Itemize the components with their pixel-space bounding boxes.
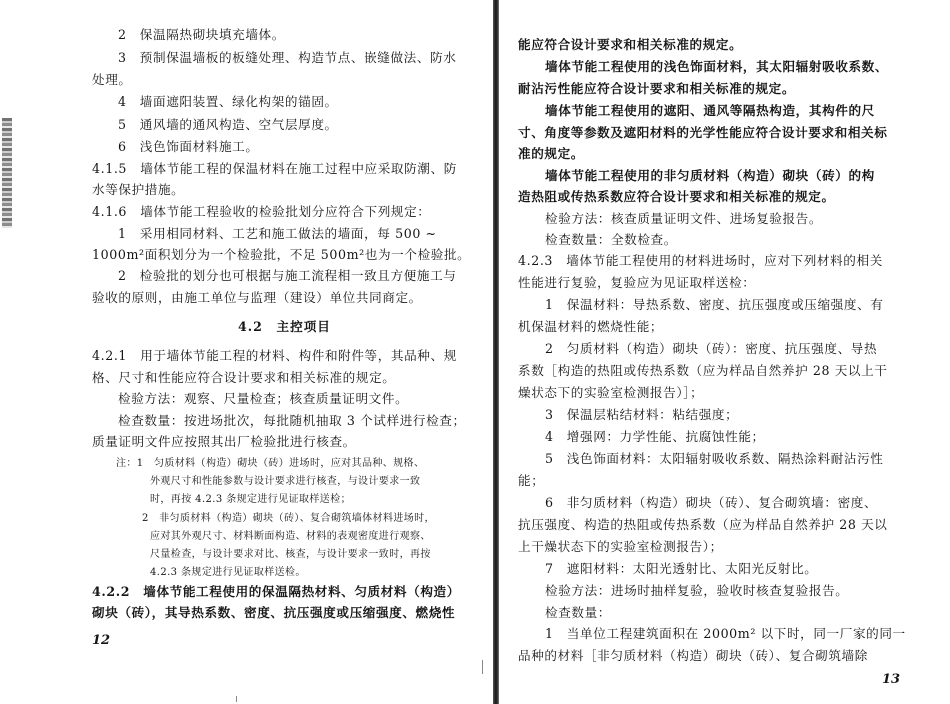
note-line: 注：1 匀质材料（构造）砌块（砖）进场时，应对其品种、规格、 xyxy=(116,458,425,469)
text-line: 检查数量： xyxy=(545,605,611,620)
text-line: 质量证明文件应按照其出厂检验批进行核查。 xyxy=(92,434,356,449)
text-line: 性能进行复验，复验应为见证取样送检： xyxy=(518,275,756,290)
text-line: 检查数量：按进场批次，每批随机抽取 3 个试样进行检查； xyxy=(118,413,466,428)
text-line: 3 保温层粘结材料：粘结强度； xyxy=(545,407,739,422)
note-line: 外观尺寸和性能参数与设计要求进行核查，与设计要求一致 xyxy=(150,476,421,487)
book-spine xyxy=(493,0,499,704)
scan-edge-mark xyxy=(2,118,12,228)
text-line: 验收的原则，由施工单位与监理（建设）单位共同商定。 xyxy=(92,290,422,305)
text-line: 造热阻或传热系数应符合设计要求和相关标准的规定。 xyxy=(518,189,835,204)
text-line: 4 增强网：力学性能、抗腐蚀性能； xyxy=(545,429,765,444)
note-line: 4.2.3 条规定进行见证取样送检。 xyxy=(150,567,306,578)
note-line: 应对其外观尺寸、材料断面构造、材料的表观密度进行观察、 xyxy=(150,531,431,542)
clause-4-1-6: 4.1.6 墙体节能工程验收的检验批划分应符合下列规定： xyxy=(92,204,431,219)
text-line: 能； xyxy=(518,473,545,488)
text-line: 检查数量：全数检查。 xyxy=(545,232,677,247)
scan-tick xyxy=(482,660,483,674)
text-line: 1 当单位工程建筑面积在 2000m² 以下时，同一厂家的同一 xyxy=(545,626,906,641)
text-line: 上干燥状态下的实验室检测报告）； xyxy=(518,539,723,554)
text-line: 5 浅色饰面材料：太阳辐射吸收系数、隔热涂料耐沾污性 xyxy=(545,451,884,466)
text-line: 4 墙面遮阳装置、绿化构架的锚固。 xyxy=(118,94,338,109)
text-line: 砌块（砖），其导热系数、密度、抗压强度或压缩强度、燃烧性 xyxy=(92,605,456,620)
text-line: 2 匀质材料（构造）砌块（砖）：密度、抗压强度、导热 xyxy=(545,341,878,356)
note-line: 2 非匀质材料（构造）砌块（砖）、复合砌筑墙体材料进场时， xyxy=(142,513,435,524)
clause-4-2-2: 4.2.2 墙体节能工程使用的保温隔热材料、匀质材料（构造） xyxy=(92,584,460,599)
right-page xyxy=(500,0,950,704)
text-line: 6 浅色饰面材料施工。 xyxy=(118,139,259,154)
text-line: 水等保护措施。 xyxy=(92,182,185,197)
text-line: 1 保温材料：导热系数、密度、抗压强度或压缩强度、有 xyxy=(545,297,884,312)
text-line: 墙体节能工程使用的遮阳、通风等隔热构造，其构件的尺 xyxy=(545,103,875,118)
text-line: 准的规定。 xyxy=(518,146,584,161)
page-number: 12 xyxy=(92,633,111,648)
clause-4-1-5: 4.1.5 墙体节能工程的保温材料在施工过程中应采取防潮、防 xyxy=(92,161,457,176)
section-heading: 4.2 主控项目 xyxy=(238,319,331,334)
text-line: 检验方法：进场时抽样复验，验收时核查复验报告。 xyxy=(545,583,849,598)
text-line: 墙体节能工程使用的非匀质材料（构造）砌块（砖）的构 xyxy=(545,168,875,183)
text-line: 燥状态下的实验室检测报告）］； xyxy=(518,385,704,400)
page-number: 13 xyxy=(882,672,901,687)
text-line: 墙体节能工程使用的浅色饰面材料，其太阳辐射吸收系数、 xyxy=(545,59,889,74)
text-line: 能应符合设计要求和相关标准的规定。 xyxy=(518,37,743,52)
text-line: 格、尺寸和性能应符合设计要求和相关标准的规定。 xyxy=(92,370,396,385)
text-line: 抗压强度、构造的热阻或传热系数（应为样品自然养护 28 天以 xyxy=(518,517,888,532)
clause-4-2-3: 4.2.3 墙体节能工程使用的材料进场时，应对下列材料的相关 xyxy=(518,253,883,268)
text-line: 处理。 xyxy=(92,72,132,87)
note-line: 时，再按 4.2.3 条规定进行见证取样送检； xyxy=(150,494,352,505)
text-line: 3 预制保温墙板的板缝处理、构造节点、嵌缝做法、防水 xyxy=(118,50,457,65)
scan-tick xyxy=(236,696,237,702)
clause-4-2-1: 4.2.1 用于墙体节能工程的材料、构件和附件等，其品种、规 xyxy=(92,348,457,363)
text-line: 7 遮阳材料：太阳光透射比、太阳光反射比。 xyxy=(545,561,818,576)
text-line: 耐沾污性能应符合设计要求和相关标准的规定。 xyxy=(518,81,796,96)
text-line: 品种的材料［非匀质材料（构造）砌块（砖）、复合砌筑墙除 xyxy=(518,648,868,663)
text-line: 1 采用相同材料、工艺和施工做法的墙面，每 500 ~ xyxy=(118,226,437,241)
text-line: 系数［构造的热阻或传热系数（应为样品自然养护 28 天以上干 xyxy=(518,363,888,378)
text-line: 寸、角度等参数及遮阳材料的光学性能应符合设计要求和相关标 xyxy=(518,125,888,140)
text-line: 1000m²面积划分为一个检验批，不足 500m²也为一个检验批。 xyxy=(92,247,471,262)
text-line: 检验方法：观察、尺量检查；核查质量证明文件。 xyxy=(118,391,409,406)
text-line: 5 通风墙的通风构造、空气层厚度。 xyxy=(118,117,338,132)
text-line: 6 非匀质材料（构造）砌块（砖）、复合砌筑墙：密度、 xyxy=(545,495,878,510)
note-line: 尺量检查，与设计要求对比、核查，与设计要求一致时，再按 xyxy=(150,549,431,560)
text-line: 2 检验批的划分也可根据与施工流程相一致且方便施工与 xyxy=(118,268,457,283)
text-line: 检验方法：核查质量证明文件、进场复验报告。 xyxy=(545,211,823,226)
text-line: 机保温材料的燃烧性能； xyxy=(518,319,664,334)
text-line: 2 保温隔热砌块填充墙体。 xyxy=(118,27,285,42)
